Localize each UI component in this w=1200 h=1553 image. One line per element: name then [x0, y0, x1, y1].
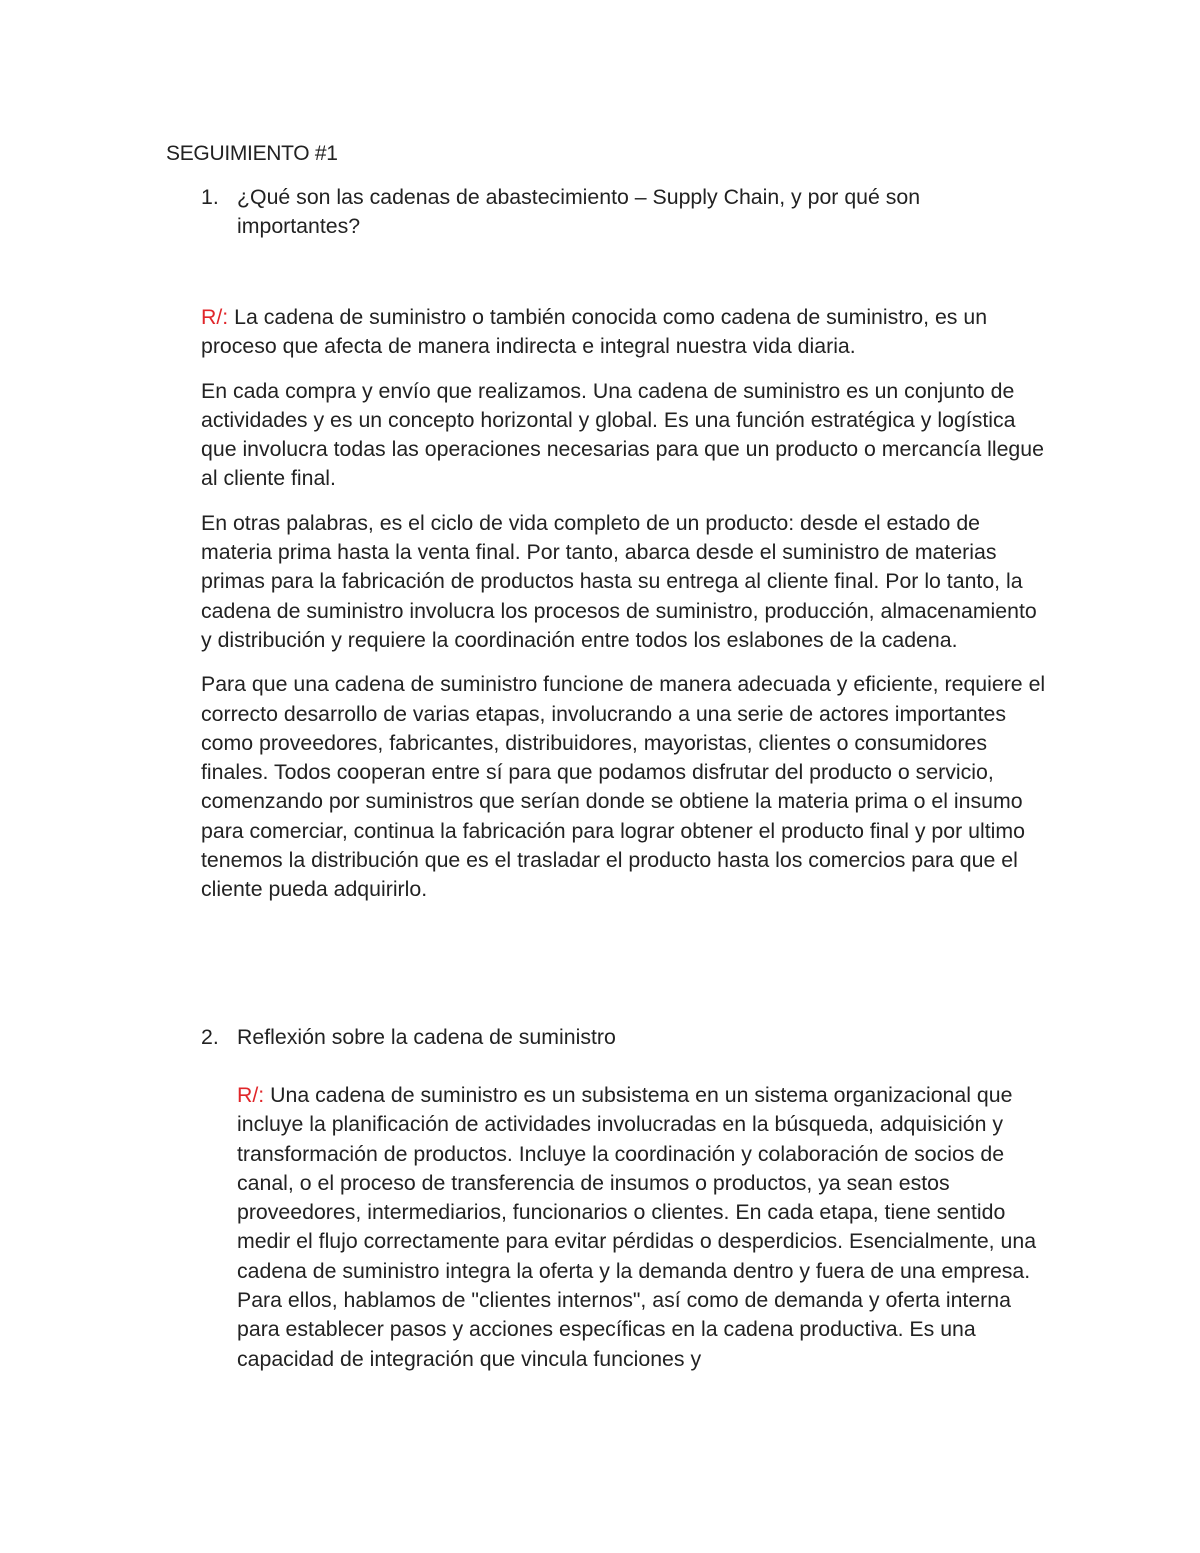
answer-1-paragraph-2: En cada compra y envío que realizamos. Una cadena de suministro es un conjunto de actividades y es un concepto horizontal y global. Es una función estratégica y logística que involucra todas las operaciones necesarias para que un producto o mercancía llegue al cliente final. — [201, 378, 1044, 491]
answer-label: R/: — [237, 1083, 265, 1107]
question-2-text: Reflexión sobre la cadena de suministro — [237, 1025, 616, 1049]
answer-1 — [201, 303, 1046, 920]
answer-1-paragraph-1 — [201, 303, 1046, 362]
question-2-number: 2. — [201, 1025, 219, 1049]
answer-1-paragraph-4: Para que una cadena de suministro funcione de manera adecuada y eficiente, requiere el correcto desarrollo de varias etapas, involucrando a una serie de actores importantes como proveedores, fabricantes, distribuidores, mayoristas, clientes o consumidores finales. Todos cooperan entre sí para que podamos disfrutar del producto o servicio, comenzando por suministros que serían donde se obtiene la materia prima o el insumo para comerciar, continua la fabricación para lograr obtener el producto final y por ultimo tenemos la distribución que es el trasladar el producto hasta los comercios para que el cliente pueda adquirirlo. — [201, 672, 1046, 902]
answer-2-paragraph-1 — [237, 1081, 1047, 1374]
answer-1-paragraph-3: En otras palabras, es el ciclo de vida completo de un producto: desde el estado de materia prima hasta la venta final. Por tanto, abarca desde el suministro de materias primas para la fabricación de productos hasta su entrega al cliente final. Por lo tanto, la cadena de suministro involucra los procesos de suministro, producción, almacenamiento y distribución y requiere la coordinación entre todos los eslabones de la cadena. — [201, 510, 1037, 652]
answer-2 — [237, 1081, 1047, 1389]
answer-1-paragraph-1-text: La cadena de suministro o también conocida como cadena de suministro, es un proceso que afecta de manera indirecta e integral nuestra vida diaria. — [201, 305, 988, 359]
question-1-text: ¿Qué son las cadenas de abastecimiento – Supply Chain, y por qué son importantes? — [237, 185, 921, 239]
question-1-number: 1. — [201, 185, 219, 209]
document-title: SEGUIMIENTO #1 — [166, 142, 338, 165]
answer-2-paragraph-1-text: Una cadena de suministro es un subsistema en un sistema organizacional que incluye la planificación de actividades involucradas en la búsqueda, adquisición y transformación de productos. Incluye la coordinación y colaboración de socios de canal, o el proceso de transferencia de insumos o productos, ya sean estos proveedores, intermediarios, funcionarios o clientes. En cada etapa, tiene sentido medir el flujo correctamente para evitar pérdidas o desperdicios. Esencialmente, una cadena de suministro integra la oferta y la demanda dentro y fuera de una empresa. Para ellos, hablamos de "clientes internos", así como de demanda y oferta interna para establecer pasos y acciones específicas en la cadena productiva. Es una capacidad de integración que vincula funciones y — [237, 1083, 1037, 1371]
answer-label: R/: — [201, 305, 229, 329]
